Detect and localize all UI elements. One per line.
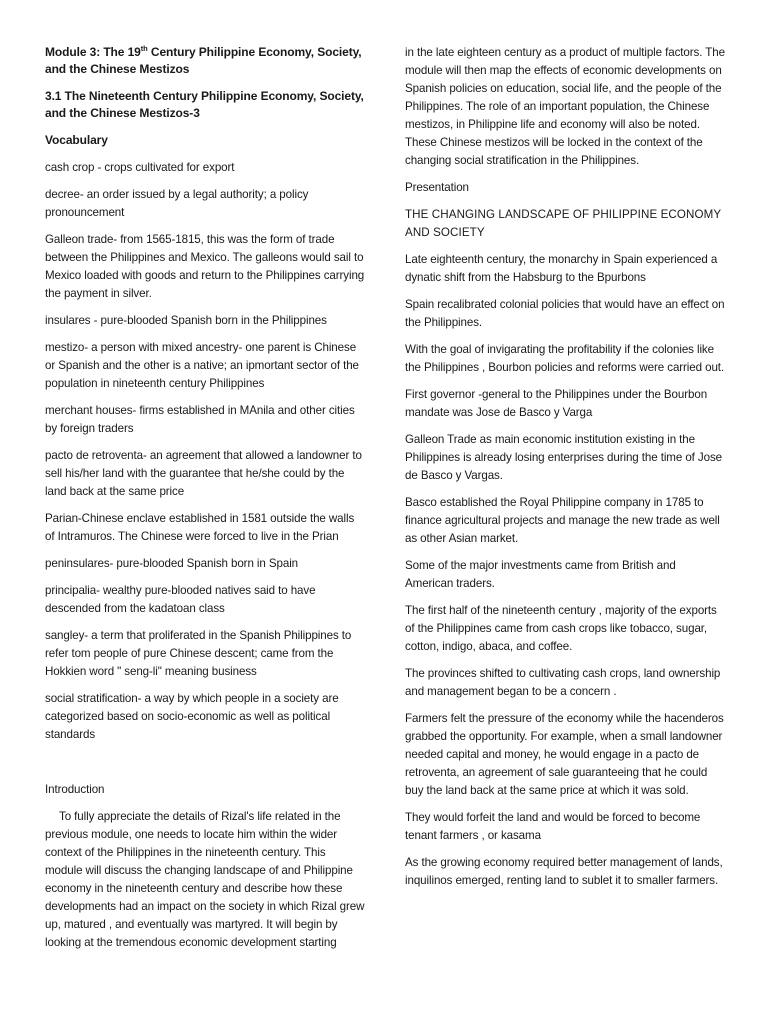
vocab-item-galleon-trade: Galleon trade- from 1565-1815, this was the form of trade between the Philippines and Mexico. The galleons would sail to Mexico loaded with goods and return to the Philippines carrying the payment in silver.	[45, 233, 365, 300]
body-paragraph: Basco established the Royal Philippine company in 1785 to finance agricultural projects and manage the new trade as well as other Asian market.	[405, 496, 720, 545]
body-paragraph: The provinces shifted to cultivating cash crops, land ownership and management began to be a concern .	[405, 667, 721, 698]
vocab-item-social-stratification: social stratification- a way by which people in a society are categorized based on socio-economic as well as political standards	[45, 692, 339, 741]
right-column	[405, 44, 725, 899]
body-paragraph: They would forfeit the land and would be forced to become tenant farmers , or kasama	[405, 811, 701, 842]
module-title-post: Century Philippine Economy, Society, and the Chinese Mestizos	[45, 45, 362, 76]
body-paragraph: Farmers felt the pressure of the economy while the hacenderos grabbed the opportunity. For example, when a small landowner needed capital and money, he would engage in a pacto de retroventa, an agreement of sale guaranteeing that he could buy the land back at the same price at which it was sold.	[405, 712, 724, 797]
presentation-heading: Presentation	[405, 181, 469, 194]
left-column	[45, 44, 365, 961]
body-paragraph: Some of the major investments came from British and American traders.	[405, 559, 676, 590]
body-paragraph: Galleon Trade as main economic institution existing in the Philippines is already losing enterprises during the time of Jose de Basco y Vargas.	[405, 433, 723, 482]
module-title-sup: th	[140, 44, 148, 53]
introduction-continued: in the late eighteen century as a product of multiple factors. The module will then map the effects of economic developments on Spanish policies on education, social life, and the people of the Philippines. The role of an important population, the Chinese mestizos, in Philippine life and economy will also be noted. These Chinese mestizos will be locked in the context of the changing social stratification in the Philippines.	[405, 46, 725, 167]
body-paragraph: The first half of the nineteenth century , majority of the exports of the Philippines came from cash crops like tobacco, sugar, cotton, indigo, abaca, and coffee.	[405, 604, 717, 653]
body-paragraph: Spain recalibrated colonial policies that would have an effect on the Philippines.	[405, 298, 725, 329]
body-paragraph: With the goal of invigarating the profitability if the colonies like the Philippines , Bourbon policies and reforms were carried out.	[405, 343, 725, 374]
landscape-heading: THE CHANGING LANDSCAPE OF PHILIPPINE ECONOMY AND SOCIETY	[405, 208, 721, 239]
section-spacer	[45, 753, 365, 781]
vocab-item-merchant-houses: merchant houses- firms established in MAnila and other cities by foreign traders	[45, 404, 355, 435]
vocab-item-sangley: sangley- a term that proliferated in the Spanish Philippines to refer tom people of pure Chinese descent; came from the Hokkien word " seng-li" meaning business	[45, 629, 352, 678]
vocab-item-peninsulares: peninsulares- pure-blooded Spanish born in Spain	[45, 557, 299, 570]
module-title-pre: Module 3: The 19	[45, 45, 141, 59]
vocab-item-cash-crop: cash crop - crops cultivated for export	[45, 161, 235, 174]
body-paragraph: As the growing economy required better management of lands, inquilinos emerged, renting land to sublet it to smaller farmers.	[405, 856, 723, 887]
vocab-item-mestizo: mestizo- a person with mixed ancestry- one parent is Chinese or Spanish and the other is a native; an ipmortant sector of the population in nineteenth century Philippines	[45, 341, 359, 390]
body-paragraph: Late eighteenth century, the monarchy in Spain experienced a dynatic shift from the Habsburg to the Bpurbons	[405, 253, 718, 284]
module-title	[45, 44, 365, 78]
vocab-item-decree: decree- an order issued by a legal authority; a policy pronouncement	[45, 188, 309, 219]
introduction-paragraph: To fully appreciate the details of Rizal's life related in the previous module, one needs to locate him within the wider context of the Philippines in the nineteenth century. This module will discuss the changing landscape of and Philippine economy in the nineteenth century and describe how these developments had an impact on the society in which Rizal grew up, matured , and eventually was martyred. It will begin by looking at the tremendous economic development starting	[45, 810, 365, 949]
vocabulary-heading: Vocabulary	[45, 133, 108, 147]
vocab-item-principalia: principalia- wealthy pure-blooded natives said to have descended from the kadatoan class	[45, 584, 316, 615]
introduction-heading: Introduction	[45, 783, 105, 796]
vocab-item-insulares: insulares - pure-blooded Spanish born in the Philippines	[45, 314, 327, 327]
vocab-item-pacto-de-retroventa: pacto de retroventa- an agreement that allowed a landowner to sell his/her land with the guarantee that he/she could by the land back at the same price	[45, 449, 362, 498]
vocab-item-parian: Parian-Chinese enclave established in 1581 outside the walls of Intramuros. The Chinese were forced to live in the Prian	[45, 512, 355, 543]
body-paragraph: First governor -general to the Philippines under the Bourbon mandate was Jose de Basco y Varga	[405, 388, 708, 419]
section-title: 3.1 The Nineteenth Century Philippine Economy, Society, and the Chinese Mestizos-3	[45, 89, 364, 120]
